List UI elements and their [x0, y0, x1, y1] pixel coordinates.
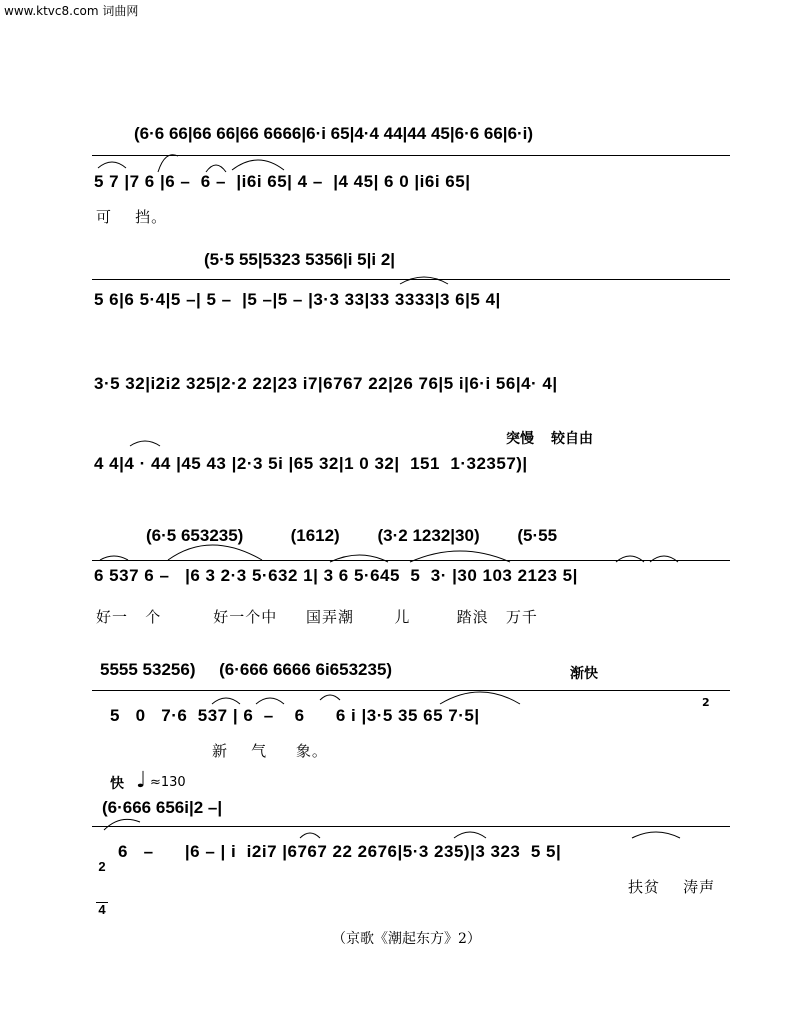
notes-line-5: 6 537 6 – |6 3 2·3 5·632 1| 3 6 5·645 5 3· |30 103 2123 5|	[94, 566, 578, 585]
slur	[400, 277, 448, 284]
slur	[98, 162, 126, 168]
slur	[440, 692, 520, 704]
slur	[206, 165, 226, 172]
slur	[158, 155, 178, 172]
slur	[330, 555, 388, 562]
grace-note: 2	[702, 696, 710, 709]
watermark: www.ktvc8.com 词曲网	[4, 4, 139, 18]
slur	[410, 551, 510, 562]
slur	[100, 556, 128, 560]
slur	[256, 698, 284, 704]
intro-parenthetical-2: (5·5 55|5323 5356|i 5|i 2|	[204, 250, 396, 269]
slur	[632, 832, 680, 838]
notes-line-1: 5 7 |7 6 |6 – 6 – |i6i 65| 4 – |4 45| 6 0 |i6i 65|	[94, 172, 471, 191]
intro-parenthetical-1: (6·6 66|66 66|66 6666|6·i 65|4·4 44|44 45|6·6 66|6·i)	[134, 124, 534, 143]
lyrics-line-7: 扶贫 涛声	[628, 878, 716, 896]
intro-parenthetical-6: 5555 53256) (6·666 6666 6i653235)	[100, 660, 393, 679]
metronome-value: ≈130	[150, 775, 186, 790]
lyrics-line-5: 好一 个 好一个中 国弄潮 儿 踏浪 万千	[96, 608, 538, 626]
slur	[130, 441, 160, 446]
slur	[212, 698, 240, 704]
slur	[104, 819, 140, 830]
intro-parenthetical-5: (6·5 653235) (1612) (3·2 1232|30) (5·55	[146, 526, 558, 545]
caption: （京歌《潮起东方》2）	[332, 931, 481, 947]
quarter-note-icon: ♩	[136, 768, 147, 793]
notes-line-6: 5 0 7·6 537 | 6 – 6 6 i |3·5 35 65 7·5|	[110, 706, 480, 725]
notes-line-7: 6 – |6 – | i i2i7 |6767 22 2676|5·3 235)|3 323 5 5|	[118, 842, 562, 861]
time-signature-denominator: 4	[96, 902, 108, 917]
slur	[616, 556, 644, 562]
notes-line-3: 3·5 32|i2i2 325|2·2 22|23 i7|6767 22|26 76|5 i|6·i 56|4· 4|	[94, 374, 558, 393]
lyrics-line-6: 新 气 象。	[212, 742, 328, 760]
time-signature-numerator: 2	[98, 859, 106, 874]
slur	[232, 160, 284, 170]
tempo-mark-fast: 快	[110, 776, 124, 792]
tempo-mark-sudden-slow: 突慢	[506, 431, 534, 447]
tempo-mark-accelerando: 渐快	[570, 666, 598, 682]
slur	[650, 556, 678, 562]
slur	[320, 695, 340, 700]
intro-parenthetical-7: (6·666 656i|2 –|	[102, 798, 223, 817]
slur	[168, 545, 262, 560]
tempo-mark-rubato: 较自由	[551, 431, 593, 447]
lyrics-line-1: 可 挡。	[96, 208, 168, 226]
notes-line-4: 4 4|4 · 44 |45 43 |2·3 5i |65 32|1 0 32| 151 1·32357)|	[94, 454, 528, 473]
notes-line-2: 5 6|6 5·4|5 –| 5 – |5 –|5 – |3·3 33|33 3333|3 6|5 4|	[94, 290, 501, 309]
slur	[454, 832, 486, 838]
slur	[300, 833, 320, 838]
